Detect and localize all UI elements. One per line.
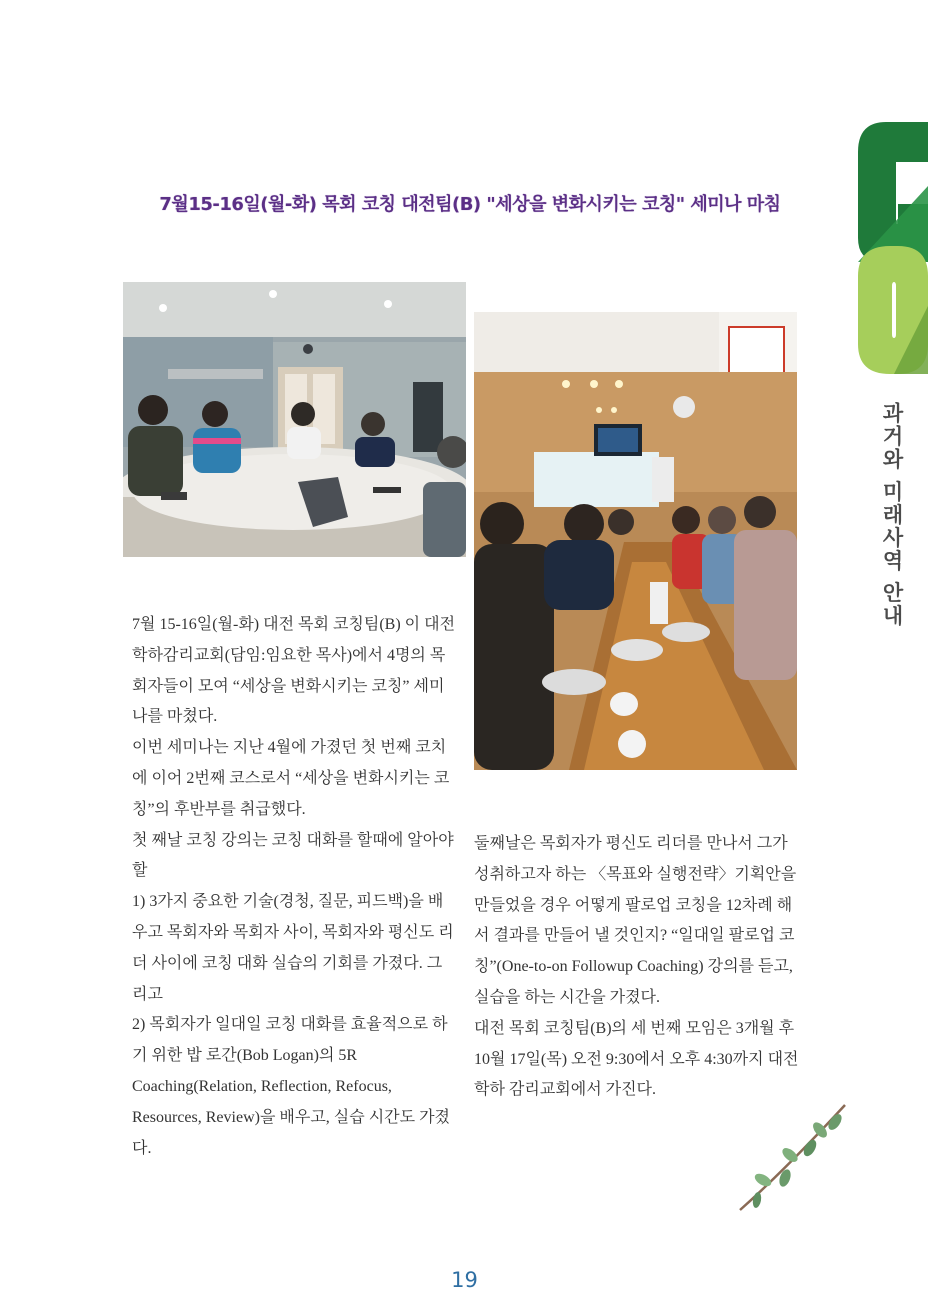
paragraph: 둘째날은 목회자가 평신도 리더를 만나서 그가 성취하고자 하는 〈목표와 실행전략〉기획안을 만들었을 경우 어떻게 팔로업 코칭을 12차례 해서 결과를 만들어 낼 것인지? “일대일 팔로업 코칭”(One-to-on Followup Coaching) 강의를 듣고, 실습을 하는 시간을 가졌다. (474, 835, 797, 1006)
paragraph: 2) 목회자가 일대일 코칭 대화를 효율적으로 하기 위한 밥 로간(Bob Logan)의 5R Coaching(Relation, Reflection, Refocus, Resources, Review)을 배우고, 실습 시간도 가졌다. (132, 1016, 450, 1157)
seminar-room-photo (123, 282, 466, 557)
section-side-label: 과거와 미래사역 안내 (880, 402, 904, 628)
leaf-branch-icon (735, 1100, 850, 1215)
paragraph: 첫 째날 코칭 강의는 코칭 대화를 할때에 알아야 할 (132, 831, 454, 880)
article-title: 7월15-16일(월-화) 목회 코칭 대전팀(B) "세상을 변화시키는 코칭" 세미나 마침 (159, 194, 781, 215)
restaurant-group-photo (474, 312, 797, 770)
article-left-column (132, 610, 457, 1164)
paragraph: 1) 3가지 중요한 기술(경청, 질문, 피드백)을 배우고 목회자와 목회자 사이, 목회자와 평신도 리더 사이에 코칭 대화 실습의 기회를 가졌다. 그리고 (132, 893, 454, 1003)
paragraph: 대전 목회 코칭팀(B)의 세 번째 모임은 3개월 후 10월 17일(목) 오전 9:30에서 오후 4:30까지 대전 학하 감리교회에서 가진다. (474, 1019, 799, 1099)
go-logo (856, 116, 929, 376)
article-right-column (474, 829, 800, 1106)
page-number: 19 (451, 1268, 478, 1292)
paragraph: 이번 세미나는 지난 4월에 가졌던 첫 번째 코치에 이어 2번째 코스로서 “세상을 변화시키는 코칭”의 후반부를 취급했다. (132, 739, 450, 818)
paragraph: 7월 15-16일(월-화) 대전 목회 코칭팀(B) 이 대전 학하감리교회(담임:임요한 목사)에서 4명의 목회자들이 모여 “세상을 변화시키는 코칭” 세미나를 마쳤다. (132, 616, 456, 726)
